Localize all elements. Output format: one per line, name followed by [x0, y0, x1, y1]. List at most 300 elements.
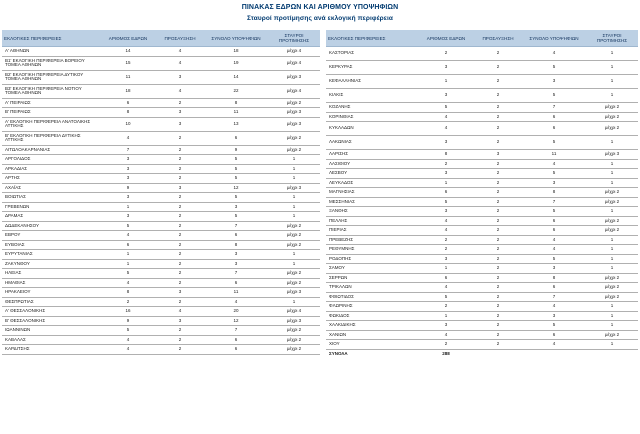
- table-row: [326, 61, 638, 75]
- district-name: Β' ΕΚΛΟΓΙΚΗ ΠΕΡΙΦΕΡΕΙΑ ΔΥΤΙΚΗΣ ΑΤΤΙΚΗΣ: [2, 131, 100, 145]
- district-name: ΓΡΕΒΕΝΩΝ: [2, 202, 100, 212]
- preference-votes: 1: [586, 136, 638, 150]
- total-candidates: 6: [522, 122, 586, 136]
- seats-count: 7: [100, 145, 156, 155]
- seats-count: 3: [418, 89, 474, 103]
- preference-votes: 1: [586, 61, 638, 75]
- preference-votes: 1: [268, 259, 320, 269]
- increase-count: 2: [474, 159, 522, 169]
- increase-count: 2: [156, 297, 204, 307]
- preference-votes: 1: [586, 89, 638, 103]
- header-districts: ΕΚΛΟΓΙΚΕΣ ΠΕΡΙΦΕΡΕΙΕΣ: [326, 30, 418, 47]
- district-name: ΗΜΑΘΙΑΣ: [2, 278, 100, 288]
- total-candidates: 6: [522, 283, 586, 293]
- preference-votes: μέχρι 2: [586, 273, 638, 283]
- district-name: Β' ΠΕΙΡΑΙΩΣ: [2, 108, 100, 118]
- district-name: ΑΡΤΗΣ: [2, 174, 100, 184]
- total-candidates: 6: [522, 330, 586, 340]
- seats-count: 9: [100, 316, 156, 326]
- district-name: Β1' ΕΚΛΟΓΙΚΗ ΠΕΡΙΦΕΡΕΙΑ ΒΟΡΕΙΟΥ ΤΟΜΕΑ ΑΘΗΝΩΝ: [2, 56, 100, 70]
- table-row: [326, 311, 638, 321]
- table-row: [2, 250, 320, 260]
- seats-count: 2: [418, 47, 474, 61]
- total-candidates: 12: [204, 316, 268, 326]
- total-candidates: 7: [522, 103, 586, 113]
- table-row: [326, 226, 638, 236]
- seats-count: 9: [100, 183, 156, 193]
- increase-count: 3: [156, 316, 204, 326]
- preference-votes: μέχρι 2: [268, 131, 320, 145]
- seats-count: 4: [418, 216, 474, 226]
- total-candidates: 4: [522, 340, 586, 350]
- seats-count: 11: [100, 70, 156, 84]
- increase-count: 2: [474, 89, 522, 103]
- header-increase: ΠΡΟΣΑΥΞΗΣΗ: [156, 30, 204, 47]
- increase-count: 2: [156, 269, 204, 279]
- total-candidates: 6: [204, 278, 268, 288]
- total-candidates: 6: [522, 226, 586, 236]
- increase-count: 2: [474, 188, 522, 198]
- preference-votes: 1: [586, 311, 638, 321]
- seats-count: 16: [100, 307, 156, 317]
- preference-votes: μέχρι 2: [268, 269, 320, 279]
- seats-count: 3: [418, 254, 474, 264]
- increase-count: 2: [474, 273, 522, 283]
- seats-count: 6: [100, 240, 156, 250]
- seats-count: 4: [418, 283, 474, 293]
- increase-count: 2: [474, 292, 522, 302]
- increase-count: 2: [156, 335, 204, 345]
- total-candidates: 3: [522, 178, 586, 188]
- preference-votes: μέχρι 2: [268, 240, 320, 250]
- increase-count: 2: [156, 259, 204, 269]
- table-row: [2, 345, 320, 355]
- district-name: ΗΡΑΚΛΕΙΟΥ: [2, 288, 100, 298]
- district-name: Α' ΠΕΙΡΑΙΩΣ: [2, 98, 100, 108]
- district-name: ΜΑΓΝΗΣΙΑΣ: [326, 188, 418, 198]
- total-candidates: 7: [204, 221, 268, 231]
- table-row: [326, 292, 638, 302]
- total-candidates: 7: [522, 292, 586, 302]
- table-row: [326, 264, 638, 274]
- preference-votes: 1: [586, 207, 638, 217]
- district-name: ΑΧΑΪΑΣ: [2, 183, 100, 193]
- table-row: [2, 212, 320, 222]
- table-row: [2, 297, 320, 307]
- seats-count: 2: [418, 245, 474, 255]
- increase-count: 2: [474, 311, 522, 321]
- total-candidates: 8: [522, 188, 586, 198]
- preference-votes: 1: [586, 321, 638, 331]
- preference-votes: μέχρι 4: [268, 84, 320, 98]
- total-candidates: 8: [204, 240, 268, 250]
- table-row: [326, 89, 638, 103]
- total-candidates: 5: [204, 155, 268, 165]
- table-row: [2, 155, 320, 165]
- district-name: ΠΙΕΡΙΑΣ: [326, 226, 418, 236]
- increase-count: 3: [156, 70, 204, 84]
- totals-empty-cell: [586, 349, 638, 358]
- preference-votes: μέχρι 4: [268, 47, 320, 57]
- preference-votes: μέχρι 2: [586, 112, 638, 122]
- total-candidates: 4: [522, 245, 586, 255]
- increase-count: 2: [474, 136, 522, 150]
- seats-count: 2: [418, 159, 474, 169]
- table-row: [326, 112, 638, 122]
- table-row: [2, 164, 320, 174]
- district-name: ΡΟΔΟΠΗΣ: [326, 254, 418, 264]
- preference-votes: 1: [586, 340, 638, 350]
- increase-count: 2: [474, 321, 522, 331]
- district-name: ΠΕΛΛΗΣ: [326, 216, 418, 226]
- increase-count: 2: [156, 202, 204, 212]
- total-candidates: 20: [204, 307, 268, 317]
- district-name: ΦΛΩΡΙΝΗΣ: [326, 302, 418, 312]
- table-row: [2, 70, 320, 84]
- increase-count: 2: [474, 264, 522, 274]
- seats-count: 18: [100, 84, 156, 98]
- increase-count: 2: [156, 240, 204, 250]
- district-name: ΣΑΜΟΥ: [326, 264, 418, 274]
- preference-votes: 1: [586, 178, 638, 188]
- seats-count: 3: [100, 164, 156, 174]
- district-name: ΚΙΛΚΙΣ: [326, 89, 418, 103]
- seats-count: 4: [418, 112, 474, 122]
- seats-count: 4: [100, 278, 156, 288]
- district-name: ΒΟΙΩΤΙΑΣ: [2, 193, 100, 203]
- total-candidates: 8: [522, 273, 586, 283]
- district-name: ΧΑΝΙΩΝ: [326, 330, 418, 340]
- total-candidates: 5: [204, 174, 268, 184]
- total-candidates: 5: [522, 207, 586, 217]
- preference-votes: μέχρι 3: [268, 183, 320, 193]
- increase-count: 2: [156, 250, 204, 260]
- increase-count: 3: [156, 288, 204, 298]
- preference-votes: μέχρι 3: [268, 70, 320, 84]
- total-candidates: 6: [204, 231, 268, 241]
- preference-votes: 1: [268, 297, 320, 307]
- seats-count: 6: [418, 273, 474, 283]
- table-row: [326, 245, 638, 255]
- table-row: [2, 240, 320, 250]
- district-name: ΖΑΚΥΝΘΟΥ: [2, 259, 100, 269]
- district-name: ΚΕΡΚΥΡΑΣ: [326, 61, 418, 75]
- preference-votes: 1: [586, 75, 638, 89]
- total-candidates: 12: [204, 183, 268, 193]
- increase-count: 2: [474, 61, 522, 75]
- increase-count: 2: [474, 178, 522, 188]
- district-name: ΙΩΑΝΝΙΝΩΝ: [2, 326, 100, 336]
- seats-count: 5: [100, 221, 156, 231]
- total-candidates: 22: [204, 84, 268, 98]
- header-increase: ΠΡΟΣΑΥΞΗΣΗ: [474, 30, 522, 47]
- table-row: [326, 169, 638, 179]
- increase-count: 4: [156, 84, 204, 98]
- seats-count: 4: [418, 330, 474, 340]
- total-candidates: 4: [522, 47, 586, 61]
- total-candidates: 11: [204, 108, 268, 118]
- seats-count: 1: [100, 202, 156, 212]
- seats-count: 3: [100, 174, 156, 184]
- increase-count: 2: [474, 254, 522, 264]
- increase-count: 3: [156, 108, 204, 118]
- table-row: [2, 108, 320, 118]
- increase-count: 2: [474, 302, 522, 312]
- table-row: [326, 340, 638, 350]
- total-candidates: 18: [204, 47, 268, 57]
- preference-votes: μέχρι 3: [268, 316, 320, 326]
- district-name: ΡΕΘΥΜΝΗΣ: [326, 245, 418, 255]
- total-candidates: 4: [522, 159, 586, 169]
- district-name: ΑΡΓΟΛΙΔΟΣ: [2, 155, 100, 165]
- total-candidates: 6: [522, 216, 586, 226]
- preference-votes: μέχρι 2: [586, 292, 638, 302]
- district-name: ΦΘΙΩΤΙΔΟΣ: [326, 292, 418, 302]
- table-header-row: [2, 30, 320, 47]
- increase-count: 2: [474, 235, 522, 245]
- seats-count: 5: [418, 292, 474, 302]
- district-name: ΛΑΣΙΘΙΟΥ: [326, 159, 418, 169]
- preference-votes: 1: [268, 174, 320, 184]
- total-candidates: 5: [522, 61, 586, 75]
- preference-votes: 1: [268, 164, 320, 174]
- preference-votes: 1: [586, 235, 638, 245]
- district-name: ΛΕΥΚΑΔΟΣ: [326, 178, 418, 188]
- increase-count: 3: [156, 117, 204, 131]
- total-candidates: 7: [204, 269, 268, 279]
- table-row: [2, 326, 320, 336]
- preference-votes: 1: [586, 47, 638, 61]
- seats-count: 1: [418, 178, 474, 188]
- seats-count: 1: [418, 264, 474, 274]
- increase-count: 2: [156, 98, 204, 108]
- increase-count: 2: [156, 155, 204, 165]
- district-name: ΛΕΣΒΟΥ: [326, 169, 418, 179]
- preference-votes: μέχρι 2: [586, 122, 638, 136]
- increase-count: 2: [156, 174, 204, 184]
- total-candidates: 6: [204, 335, 268, 345]
- table-row: [2, 174, 320, 184]
- preference-votes: μέχρι 2: [268, 221, 320, 231]
- seats-count: 8: [418, 150, 474, 160]
- seats-count: 1: [418, 311, 474, 321]
- table-row: [2, 288, 320, 298]
- header-total-candidates: ΣΥΝΟΛΟ ΥΠΟΨΗΦΙΩΝ: [204, 30, 268, 47]
- table-row: [2, 84, 320, 98]
- table-row: [326, 216, 638, 226]
- increase-count: 3: [474, 150, 522, 160]
- district-name: ΘΕΣΠΡΩΤΙΑΣ: [2, 297, 100, 307]
- preference-votes: μέχρι 3: [268, 288, 320, 298]
- increase-count: 2: [156, 221, 204, 231]
- seats-count: 3: [418, 321, 474, 331]
- table-row: [2, 145, 320, 155]
- total-candidates: 11: [522, 150, 586, 160]
- preference-votes: μέχρι 2: [586, 330, 638, 340]
- district-name: ΔΡΑΜΑΣ: [2, 212, 100, 222]
- seats-count: 6: [100, 98, 156, 108]
- increase-count: 2: [474, 245, 522, 255]
- district-name: Β3' ΕΚΛΟΓΙΚΗ ΠΕΡΙΦΕΡΕΙΑ ΝΟΤΙΟΥ ΤΟΜΕΑ ΑΘΗΝΩΝ: [2, 84, 100, 98]
- district-name: ΧΑΛΚΙΔΙΚΗΣ: [326, 321, 418, 331]
- seats-count: 14: [100, 47, 156, 57]
- district-name: ΕΥΡΥΤΑΝΙΑΣ: [2, 250, 100, 260]
- increase-count: 2: [474, 47, 522, 61]
- seats-count: 3: [418, 136, 474, 150]
- seats-count: 4: [418, 122, 474, 136]
- district-name: ΚΕΦΑΛΛΗΝΙΑΣ: [326, 75, 418, 89]
- total-candidates: 3: [204, 259, 268, 269]
- total-candidates: 3: [204, 250, 268, 260]
- table-row: [2, 335, 320, 345]
- total-candidates: 5: [522, 321, 586, 331]
- total-candidates: 19: [204, 56, 268, 70]
- increase-count: 2: [156, 145, 204, 155]
- preference-votes: μέχρι 2: [268, 145, 320, 155]
- table-row: [326, 207, 638, 217]
- header-districts: ΕΚΛΟΓΙΚΕΣ ΠΕΡΙΦΕΡΕΙΕΣ: [2, 30, 100, 47]
- table-row: [326, 330, 638, 340]
- totals-seats: 288: [442, 350, 450, 356]
- total-candidates: 3: [522, 75, 586, 89]
- increase-count: 2: [474, 197, 522, 207]
- preference-votes: 1: [268, 193, 320, 203]
- increase-count: 4: [156, 56, 204, 70]
- district-name: ΠΡΕΒΕΖΗΣ: [326, 235, 418, 245]
- total-candidates: 6: [204, 131, 268, 145]
- increase-count: 2: [156, 131, 204, 145]
- table-row: [326, 254, 638, 264]
- total-candidates: 13: [204, 117, 268, 131]
- preference-votes: 1: [268, 250, 320, 260]
- increase-count: 2: [156, 278, 204, 288]
- increase-count: 2: [474, 75, 522, 89]
- preference-votes: 1: [586, 159, 638, 169]
- increase-count: 2: [474, 216, 522, 226]
- increase-count: 2: [156, 326, 204, 336]
- preference-votes: 1: [586, 254, 638, 264]
- preference-votes: μέχρι 2: [586, 216, 638, 226]
- seats-count: 6: [418, 188, 474, 198]
- preference-votes: μέχρι 4: [268, 56, 320, 70]
- seats-count: 3: [100, 155, 156, 165]
- district-name: ΕΥΒΟΙΑΣ: [2, 240, 100, 250]
- table-row: [2, 259, 320, 269]
- total-candidates: 4: [204, 297, 268, 307]
- seats-count: 2: [418, 340, 474, 350]
- totals-empty-cell: [522, 349, 586, 358]
- seats-count: 5: [418, 197, 474, 207]
- increase-count: 2: [474, 283, 522, 293]
- total-candidates: 6: [522, 112, 586, 122]
- district-name: ΞΑΝΘΗΣ: [326, 207, 418, 217]
- header-preference-votes: ΣΤΑΥΡΟΙ ΠΡΟΤΙΜΗΣΗΣ: [586, 30, 638, 47]
- table-row: [2, 131, 320, 145]
- district-name: ΛΑΚΩΝΙΑΣ: [326, 136, 418, 150]
- seats-count: 1: [100, 259, 156, 269]
- increase-count: 2: [474, 330, 522, 340]
- table-row: [2, 193, 320, 203]
- table-row: [326, 103, 638, 113]
- seats-count: 4: [100, 345, 156, 355]
- seats-count: 4: [100, 335, 156, 345]
- total-candidates: 5: [204, 212, 268, 222]
- preference-votes: μέχρι 2: [268, 231, 320, 241]
- preference-votes: μέχρι 4: [268, 307, 320, 317]
- district-name: ΕΒΡΟΥ: [2, 231, 100, 241]
- increase-count: 2: [474, 169, 522, 179]
- total-candidates: 3: [204, 202, 268, 212]
- total-candidates: 4: [522, 235, 586, 245]
- increase-count: 2: [474, 340, 522, 350]
- district-name: ΛΑΡΙΣΗΣ: [326, 150, 418, 160]
- preference-votes: 1: [586, 302, 638, 312]
- totals-label: ΣΥΝΟΛΑ: [329, 350, 348, 356]
- total-candidates: 3: [522, 264, 586, 274]
- preference-votes: μέχρι 3: [268, 108, 320, 118]
- table-row: [326, 159, 638, 169]
- seats-table-right: [326, 30, 638, 358]
- preference-votes: μέχρι 2: [586, 283, 638, 293]
- increase-count: 4: [156, 307, 204, 317]
- header-preference-votes: ΣΤΑΥΡΟΙ ΠΡΟΤΙΜΗΣΗΣ: [268, 30, 320, 47]
- total-candidates: 7: [204, 326, 268, 336]
- district-name: ΤΡΙΚΑΛΩΝ: [326, 283, 418, 293]
- district-name: ΦΩΚΙΔΟΣ: [326, 311, 418, 321]
- table-row: [326, 273, 638, 283]
- table-row: [326, 302, 638, 312]
- page-title: ΠΙΝΑΚΑΣ ΕΔΡΩΝ ΚΑΙ ΑΡΙΘΜΟΥ ΥΠΟΨΗΦΙΩΝ: [241, 4, 399, 11]
- total-candidates: 5: [522, 136, 586, 150]
- table-row: [326, 150, 638, 160]
- table-row: [2, 98, 320, 108]
- district-name: Α' ΑΘΗΝΩΝ: [2, 47, 100, 57]
- district-name: ΑΙΤΩΛΟΑΚΑΡΝΑΝΙΑΣ: [2, 145, 100, 155]
- district-name: Α' ΘΕΣΣΑΛΟΝΙΚΗΣ: [2, 307, 100, 317]
- increase-count: 2: [474, 112, 522, 122]
- preference-votes: μέχρι 3: [586, 150, 638, 160]
- seats-count: 2: [100, 297, 156, 307]
- table-row: [326, 235, 638, 245]
- seats-count: 15: [100, 56, 156, 70]
- table-row: [2, 307, 320, 317]
- total-candidates: 6: [204, 345, 268, 355]
- district-name: Α' ΕΚΛΟΓΙΚΗ ΠΕΡΙΦΕΡΕΙΑ ΑΝΑΤΟΛΙΚΗΣ ΑΤΤΙΚΗΣ: [2, 117, 100, 131]
- total-candidates: 4: [522, 302, 586, 312]
- table-row: [326, 122, 638, 136]
- table-row: [2, 117, 320, 131]
- table-row: [326, 283, 638, 293]
- seats-count: 5: [100, 269, 156, 279]
- increase-count: 3: [156, 183, 204, 193]
- seats-count: 1: [418, 75, 474, 89]
- seats-count: 3: [418, 207, 474, 217]
- seats-table-left: [2, 30, 320, 355]
- totals-empty-cell: [474, 349, 522, 358]
- increase-count: 2: [474, 226, 522, 236]
- increase-count: 4: [156, 47, 204, 57]
- increase-count: 2: [156, 231, 204, 241]
- preference-votes: 1: [268, 155, 320, 165]
- table-row: [326, 197, 638, 207]
- table-row: [2, 47, 320, 57]
- preference-votes: 1: [268, 212, 320, 222]
- district-name: ΑΡΚΑΔΙΑΣ: [2, 164, 100, 174]
- seats-count: 8: [100, 288, 156, 298]
- table-row: [326, 188, 638, 198]
- increase-count: 2: [156, 212, 204, 222]
- seats-count: 3: [418, 61, 474, 75]
